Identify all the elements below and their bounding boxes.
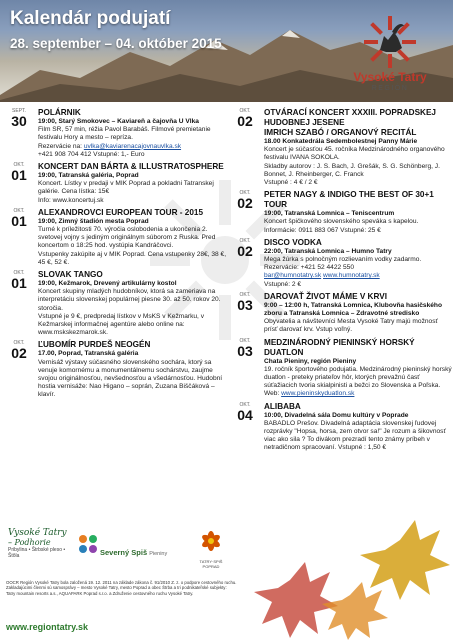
- event-line: [264, 366, 452, 391]
- severny-spis-logo: [100, 548, 167, 557]
- event-month: SEPT.: [12, 108, 26, 114]
- podhorie-logo-name: Vysoké Tatry: [8, 528, 67, 538]
- event-title: KONCERT DAN BÁRTA & ILLUSTRATOSPHERE: [38, 162, 224, 172]
- event-line: [38, 151, 229, 159]
- event-line-text: Koncert skupiny mladých hudobníkov, ktorá sa zameriava na interpretáciu slovenskej populárnej piesne 30. až 50. rokov 20. storočia.: [38, 288, 221, 312]
- event-title: ALIBABA: [264, 401, 301, 411]
- event-line-text: Turné k príležitosti 70. výročia oslobodenia a ukončenia 2. svetovej vojny s jediným originálnym súborom z Ruska. Pred koncertom o 18:25 hod. vystúpia Kandráčovci.: [38, 226, 216, 250]
- event-line: [264, 163, 452, 179]
- event-line-text: Vstupenky zakúpite aj v MIK Poprad. Cena vstupenky 28€, 38 €, 45 €, 52 €.: [38, 250, 227, 266]
- event-line-text: 10:00, Divadelná sála Domu kultúry v Poprade: [264, 411, 409, 419]
- event-line: [264, 138, 452, 146]
- event-line-text: BABADLO Prešov. Divadelná adaptácia slovenskej ľudovej rozprávky "Hopsa, horsa, zem otvor sa!" Je rozum a šikovnosť viac ako sila ? To divákom prezradí tento známy príbeh v netradičnom spracovaní. Vstupné : 1,50 €: [264, 419, 446, 452]
- event-day: 02: [237, 113, 253, 129]
- event-line-text: Skladby autorov : J. S. Bach, J. Grešák, S. G. Schönberg, J. Bonnet, J. Rheinberger, C. Franck: [264, 162, 440, 178]
- event-line-text: 19:00, Zimný štadión mesta Poprad: [38, 217, 149, 225]
- event-month: OKT.: [239, 337, 251, 344]
- fine-print-1: OOCR Región Vysoké Tatry bola založená 19. 12. 2011 na základe zákona č. 91/2010 Z. z. o podpore cestovného ruchu.: [6, 580, 237, 585]
- event-line: [264, 412, 452, 420]
- event-line-text: Koncert špičkového slovenského speváka s kapelou.: [264, 218, 419, 226]
- event-line: [264, 281, 452, 289]
- event-date: [4, 340, 34, 361]
- website-link[interactable]: www.regiontatry.sk: [6, 622, 89, 632]
- severny-spis-sub: Pieniny: [149, 551, 168, 557]
- event-item: [4, 340, 229, 399]
- podhorie-logo: [8, 528, 70, 559]
- event-date: [4, 270, 34, 291]
- event-date: [4, 162, 34, 183]
- date-range: 28. september – 04. október 2015: [10, 36, 222, 51]
- event-line-text: Obyvatelia a návštevníci Mesta Vysoké Tatry majú možnosť prísť darovať krv. Vstup voľný.: [264, 318, 438, 334]
- tatry-spis-logo: [194, 528, 228, 569]
- event-line-text: Koncert je súčasťou 45. ročníka Medzinárodného organového festivalu IVANA SOKOLA.: [264, 146, 445, 162]
- severny-spis-name: Severný Spiš: [100, 548, 148, 557]
- event-line-text: Film SR, 57 min, réžia Pavol Barabáš. Filmové premietanie festivalu Hory a mesto – repríza.: [38, 126, 211, 142]
- event-month: OKT.: [13, 340, 25, 347]
- event-day: 03: [237, 342, 253, 359]
- logo-brand: Vysoké Tatry: [353, 70, 427, 84]
- logo-subtitle: REGIÓN: [371, 85, 409, 92]
- podhorie-logo-places: Pribylina • Štrbské pleso • Štôla: [8, 547, 66, 559]
- event-line-text: Vernisáž výstavy súčasného slovenského sochára, ktorý sa venuje komornému a monumentálnemu sochárstvu, zaujme svojou originálnosťou, nevšednosťou a všedárnosťou. Hudobní hostia vernisáže: Nao Higano – soprán, Zuzana Biščáková – klavír.: [38, 358, 223, 399]
- event-day: 02: [237, 195, 253, 212]
- event-day: 04: [237, 406, 253, 423]
- flower-icon: [198, 528, 224, 554]
- event-line: [38, 350, 229, 358]
- event-line: [38, 359, 229, 400]
- event-line-text: 19:00, Tatranská galéria, Poprad: [38, 172, 139, 180]
- event-day: 02: [11, 345, 27, 362]
- event-month: OKT.: [13, 162, 25, 169]
- event-item: [230, 238, 452, 289]
- event-line: [38, 197, 229, 205]
- event-line: [38, 172, 229, 180]
- event-month: OKT.: [239, 401, 251, 408]
- event-line: [264, 179, 452, 187]
- event-line-text: 22:00, Tatranská Lomnica – Humno Tatry: [264, 247, 392, 255]
- event-month: OKT.: [239, 108, 251, 114]
- event-line: [38, 118, 229, 126]
- event-link[interactable]: bar@humnotatry.sk: [264, 272, 322, 280]
- event-day: 01: [11, 167, 27, 184]
- event-line-text: Info: www.koncertuj.sk: [38, 196, 104, 204]
- event-line: [38, 280, 229, 288]
- event-line: [264, 218, 452, 226]
- event-line: [38, 143, 229, 151]
- event-line: [38, 251, 229, 267]
- event-line: [38, 288, 229, 313]
- event-line: [264, 210, 452, 218]
- event-line: [264, 318, 452, 334]
- event-month: OKT.: [13, 270, 25, 277]
- event-line: [264, 128, 452, 138]
- podhorie-logo-name-2: – Podhorie: [8, 538, 51, 547]
- autumn-leaves-decoration: [250, 500, 453, 640]
- event-line-text: 19. ročník športového podujatia. Medzinárodný pieninský horský duatlon - pretekу priateľov hôr, ktorých prevažnú časť súťažiacich tvoria skialpinisti a bežci zo Slovenska a Poľska.: [264, 365, 452, 390]
- organization-info: [6, 580, 256, 596]
- event-line: [264, 420, 452, 453]
- event-line: [264, 227, 452, 235]
- event-line-text: Vstupné: 2 €: [264, 280, 302, 288]
- event-title: POLÁRNIK: [38, 108, 81, 117]
- event-line: [38, 126, 229, 142]
- event-line: [264, 248, 452, 256]
- event-line: [264, 390, 452, 398]
- event-line: [38, 218, 229, 226]
- goat-logo-icon: [335, 12, 445, 70]
- event-line-text: Rezervácie na:: [38, 142, 84, 150]
- event-date: [230, 292, 260, 313]
- event-line-text: +421 908 704 412 Vstupné: 1,- Euro: [38, 150, 145, 158]
- event-item: [4, 162, 229, 205]
- partner-logos: [8, 528, 228, 578]
- event-line-text: 17.00, Poprad, Tatranská galéria: [38, 350, 139, 358]
- left-event-column: [4, 108, 229, 403]
- event-day: 03: [237, 296, 253, 313]
- event-title: ALEXANDROVCI EUROPEAN TOUR - 2015: [38, 207, 203, 217]
- event-line-text: Vstupné je 9 €, predpredaj lístkov v MsKS v Kežmarku, v Kežmarskej informačnej agentúre alebo online na: www.mskskezmarok.sk.: [38, 312, 205, 337]
- event-line: [264, 302, 452, 318]
- event-title: DAROVAŤ ŽIVOT MÁME V KRVI: [264, 291, 387, 301]
- event-day: 01: [11, 212, 27, 229]
- event-line-text: 18.00 Konkatedrála Sedembolestnej Panny Márie: [264, 138, 418, 145]
- event-item: [4, 108, 229, 159]
- event-line-text: IMRICH SZABÓ / ORGANOVÝ RECITÁL: [264, 128, 417, 137]
- event-line-text: Informácie: 0911 883 067 Vstupné: 25 €: [264, 226, 381, 234]
- event-link[interactable]: uvlka@kaviarenacajovnauvlka.sk: [83, 142, 182, 150]
- event-line: [264, 146, 452, 162]
- right-event-column: [230, 108, 452, 456]
- event-title: PETER NAGY & INDIGO THE BEST OF 30+1 TOUR: [264, 190, 434, 210]
- event-item: [230, 292, 452, 335]
- event-line-text: 19:00, Tatranská Lomnica – Teniscentrum: [264, 210, 395, 218]
- event-title: OTVÁRACÍ KONCERT XXXIII. POPRADSKEJ HUDOBNEJ JESENE: [264, 108, 436, 127]
- event-date: [230, 190, 260, 211]
- event-item: [4, 208, 229, 267]
- event-day: 01: [11, 275, 27, 292]
- event-date: [230, 238, 260, 259]
- event-line-text: Vstupné : 4 € / 2 €: [264, 179, 318, 187]
- event-line: [38, 226, 229, 251]
- event-line-text: 19:00, Starý Smokovec – Kaviareň a čajovňa U Vlka: [38, 118, 199, 125]
- event-day: 30: [11, 113, 27, 129]
- event-date: [230, 402, 260, 423]
- event-month: OKT.: [239, 291, 251, 298]
- event-link-2[interactable]: www.humnotatry.sk: [323, 272, 380, 280]
- event-item: [230, 190, 452, 235]
- event-line-text: 19:00, Kežmarok, Drevený artikulárny kostol: [38, 280, 177, 288]
- event-line: [264, 256, 452, 272]
- event-line: [38, 313, 229, 338]
- vysoke-tatry-logo: [335, 12, 445, 100]
- event-item: [230, 338, 452, 399]
- event-line: [264, 358, 452, 366]
- event-line-text: Chata Pieniny, región Pieniny: [264, 357, 357, 365]
- event-line: [38, 180, 229, 196]
- event-title: SLOVAK TANGO: [38, 270, 103, 280]
- event-date: [4, 108, 34, 129]
- event-line-text: Koncert. Lístky v predaji v MIK Poprad a pokladni Tatranskej galérie. Cena lístka: 15€: [38, 180, 214, 196]
- event-link[interactable]: www.pieninskyduatlon.sk: [281, 390, 355, 398]
- event-day: 02: [237, 242, 253, 259]
- event-item: [230, 108, 452, 187]
- event-date: [4, 208, 34, 229]
- fine-print-2: Zakladajúcimi členmi sú samosprávy – mesto Vysoké Tatry, mesto Poprad a obec Štrba a tri podnikateľské subjekty:: [6, 585, 227, 591]
- event-month: OKT.: [239, 237, 251, 244]
- event-month: OKT.: [239, 190, 251, 197]
- event-date: [230, 338, 260, 359]
- page-title: Kalendár podujatí: [10, 8, 171, 29]
- event-title: DISCO VODKA: [264, 237, 322, 247]
- header-banner: [0, 0, 453, 102]
- event-item: [4, 270, 229, 337]
- event-line-text: Web:: [264, 390, 282, 398]
- event-title: MEDZINÁRODNÝ PIENINSKÝ HORSKÝ DUATLON: [264, 337, 415, 357]
- event-line: [264, 272, 452, 280]
- event-title: ĽUBOMÍR PURDEŠ NEOGÉN: [38, 340, 151, 350]
- colored-dots-icon: [78, 534, 98, 554]
- event-item: [230, 402, 452, 453]
- event-line-text: Mega žúrka s polnočným rozlievaním vodky zadarmo. Rezervácie: +421 52 4422 550: [264, 256, 422, 272]
- event-line-text: 9:00 – 12:00 h, Tatranská Lomnica, Klubovňa hasičského zboru a Tatranská Lomnica – Zdravotné stredisko: [264, 301, 442, 318]
- tatry-spis-caption: TATRY·SPIŠ POPRAD: [199, 559, 223, 569]
- fine-print-3: Tatry mountain resorts a.s., AQUAPARK Poprad s.r.o. a Združenie cestovného ruchu Vysoké Tatry.: [6, 590, 194, 596]
- event-date: [230, 108, 260, 129]
- event-month: OKT.: [13, 207, 25, 214]
